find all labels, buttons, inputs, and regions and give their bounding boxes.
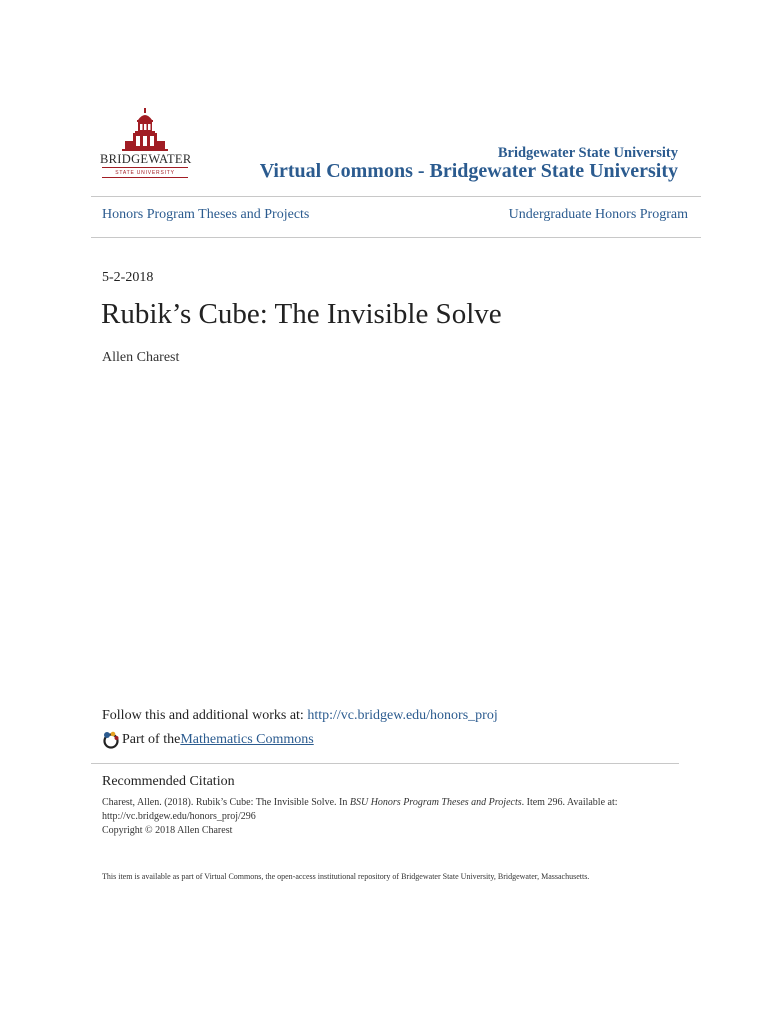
nav-divider <box>91 237 701 238</box>
bell-tower-icon <box>100 108 190 152</box>
logo-wordmark: BRIDGEWATER <box>100 152 192 166</box>
citation-item: . Item 296. Available at: <box>521 797 618 808</box>
collection-link[interactable]: Honors Program Theses and Projects <box>102 207 310 222</box>
header-divider <box>91 196 701 197</box>
university-logo <box>100 108 190 184</box>
publication-date: 5-2-2018 <box>102 270 154 285</box>
citation-series: BSU Honors Program Theses and Projects <box>349 797 522 808</box>
repository-name[interactable]: Virtual Commons - Bridgewater State University <box>259 160 678 182</box>
citation-heading: Recommended Citation <box>102 774 235 789</box>
citation-text: Charest, Allen. (2018). Rubik’s Cube: The Invisible Solve. In <box>102 797 350 808</box>
institution-name[interactable]: Bridgewater State University <box>497 145 678 161</box>
part-of-prefix: Part of the <box>122 732 181 747</box>
follow-line <box>102 708 498 724</box>
footer-note: This item is available as part of Virtual Commons, the open-access institutional repository of Bridgewater State University, Bridgewater, Massachusetts. <box>102 872 590 881</box>
part-of-line <box>102 731 314 749</box>
follow-prefix: Follow this and additional works at: <box>102 708 308 723</box>
repository-url-link[interactable]: http://vc.bridgew.edu/honors_proj <box>307 708 498 723</box>
author-name: Allen Charest <box>102 350 180 365</box>
subject-link[interactable]: Mathematics Commons <box>180 732 314 747</box>
citation-body <box>102 796 682 838</box>
network-icon <box>102 731 120 749</box>
logo-subtext: STATE UNIVERSITY <box>115 170 175 176</box>
program-link[interactable]: Undergraduate Honors Program <box>508 207 688 222</box>
citation-divider <box>91 763 679 764</box>
citation-url[interactable]: http://vc.bridgew.edu/honors_proj/296 <box>102 811 256 822</box>
logo-divider <box>102 167 188 168</box>
logo-divider-bottom <box>102 177 188 178</box>
document-title: Rubik’s Cube: The Invisible Solve <box>101 298 502 330</box>
copyright-text: Copyright © 2018 Allen Charest <box>102 825 233 836</box>
